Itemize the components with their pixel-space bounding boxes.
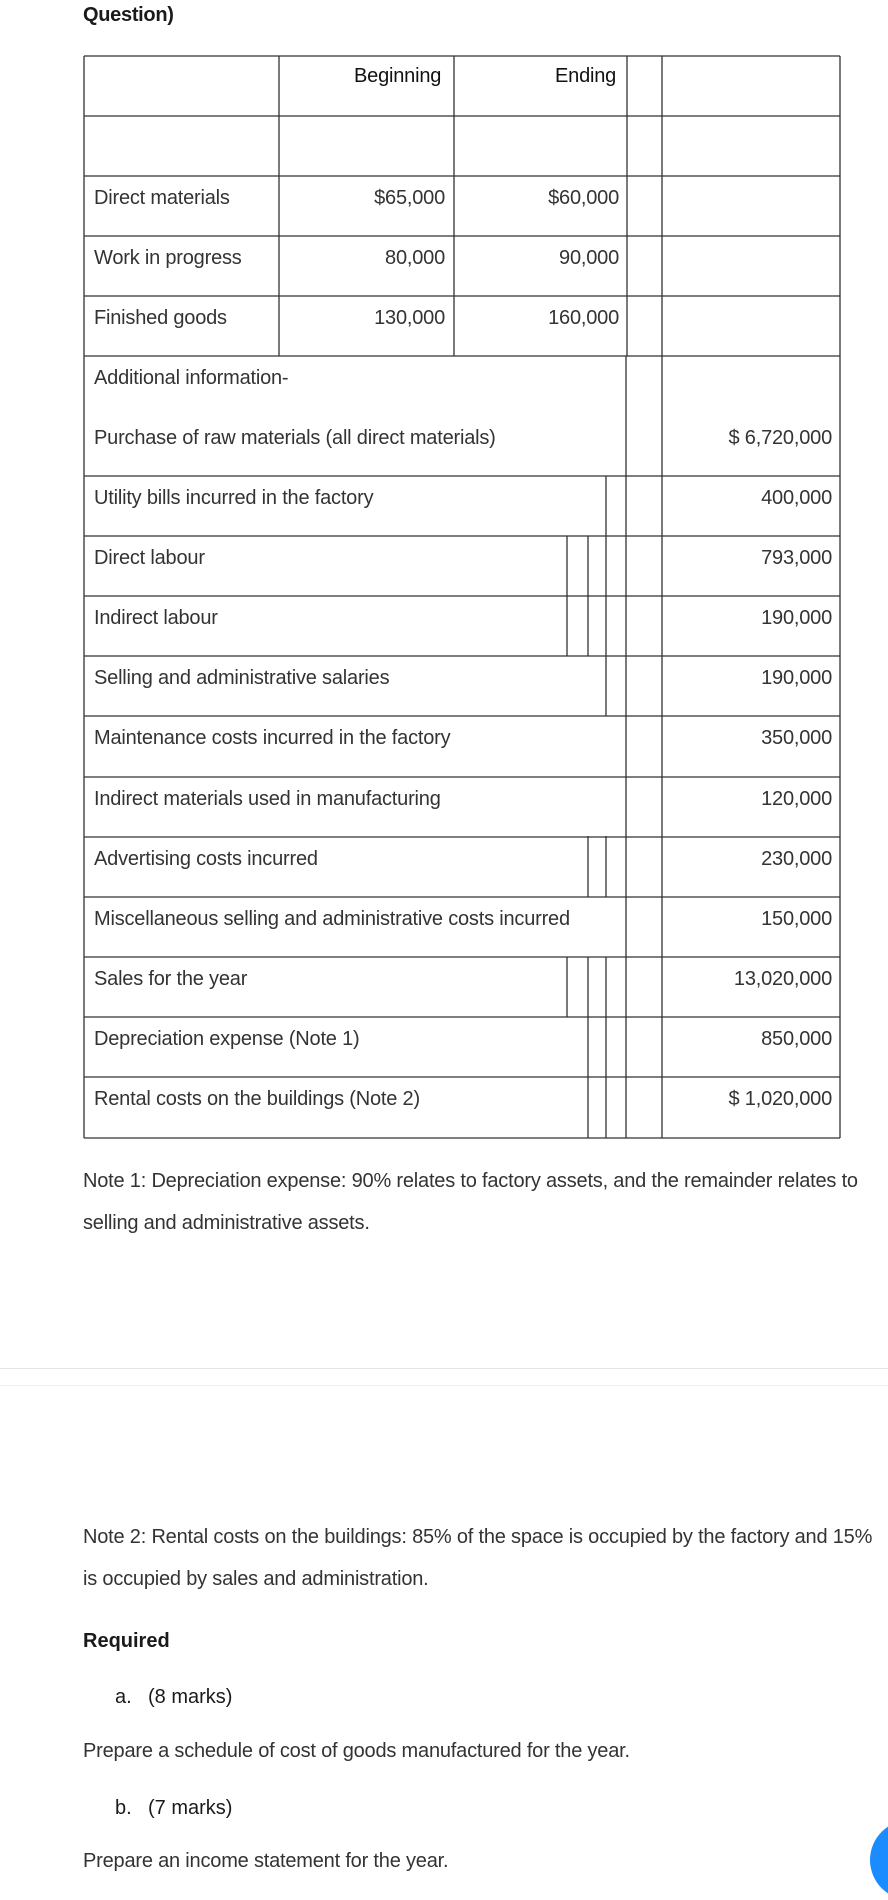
header-beginning: Beginning — [354, 65, 442, 87]
row-label-finished-goods: Finished goods — [94, 307, 227, 329]
info-label-purchase-raw-materials: Purchase of raw materials (all direct materials) — [94, 427, 496, 449]
additional-info-label: Additional information- — [94, 367, 289, 389]
note-1: Note 1: Depreciation expense: 90% relates to factory assets, and the remainder relates to selling and administrative assets. — [83, 1170, 858, 1234]
info-label-maintenance-costs: Maintenance costs incurred in the factory — [94, 727, 451, 749]
info-value-indirect-labour: 190,000 — [761, 607, 832, 629]
info-value-purchase-raw-materials: $ 6,720,000 — [728, 427, 832, 449]
row-beginning-finished-goods: 130,000 — [374, 307, 445, 329]
row-beginning-work-in-progress: 80,000 — [385, 247, 445, 269]
info-value-indirect-materials: 120,000 — [761, 788, 832, 810]
question-title: Question) — [83, 4, 174, 26]
info-label-selling-admin-salaries: Selling and administrative salaries — [94, 667, 390, 689]
info-label-rental-costs: Rental costs on the buildings (Note 2) — [94, 1088, 420, 1110]
row-ending-finished-goods: 160,000 — [548, 307, 619, 329]
part-b-text: Prepare an income statement for the year. — [83, 1850, 449, 1872]
info-label-depreciation: Depreciation expense (Note 1) — [94, 1028, 360, 1050]
part-a-letter: a. — [115, 1686, 132, 1708]
part-b-marks: (7 marks) — [148, 1797, 233, 1819]
info-value-rental-costs: $ 1,020,000 — [728, 1088, 832, 1110]
info-label-indirect-labour: Indirect labour — [94, 607, 218, 629]
info-value-direct-labour: 793,000 — [761, 547, 832, 569]
floating-action-button[interactable] — [870, 1820, 888, 1900]
info-value-advertising-costs: 230,000 — [761, 848, 832, 870]
info-value-utility-bills: 400,000 — [761, 487, 832, 509]
part-b-heading — [115, 1797, 232, 1820]
note-2: Note 2: Rental costs on the buildings: 85% of the space is occupied by the factory and 15% is occupied by sales and administration. — [83, 1526, 873, 1590]
info-label-misc-selling-admin: Miscellaneous selling and administrative costs incurred — [94, 908, 570, 930]
row-ending-work-in-progress: 90,000 — [559, 247, 619, 269]
section-divider — [0, 1368, 888, 1369]
info-value-misc-selling-admin: 150,000 — [761, 908, 832, 930]
part-a-heading — [115, 1686, 232, 1709]
required-heading: Required — [83, 1630, 170, 1652]
part-a-text: Prepare a schedule of cost of goods manufactured for the year. — [83, 1740, 630, 1762]
row-label-direct-materials: Direct materials — [94, 187, 230, 209]
info-label-advertising-costs: Advertising costs incurred — [94, 848, 318, 870]
info-value-selling-admin-salaries: 190,000 — [761, 667, 832, 689]
info-label-sales: Sales for the year — [94, 968, 248, 990]
info-value-depreciation: 850,000 — [761, 1028, 832, 1050]
part-a-marks: (8 marks) — [148, 1686, 233, 1708]
row-beginning-direct-materials: $65,000 — [374, 187, 445, 209]
part-b-letter: b. — [115, 1797, 132, 1819]
info-label-utility-bills: Utility bills incurred in the factory — [94, 487, 374, 509]
section-divider-shadow — [0, 1385, 888, 1386]
info-value-sales: 13,020,000 — [733, 968, 832, 990]
row-ending-direct-materials: $60,000 — [548, 187, 619, 209]
header-ending: Ending — [555, 65, 617, 87]
row-label-work-in-progress: Work in progress — [94, 247, 242, 269]
info-value-maintenance-costs: 350,000 — [761, 727, 832, 749]
info-label-direct-labour: Direct labour — [94, 547, 205, 569]
info-label-indirect-materials: Indirect materials used in manufacturing — [94, 788, 441, 810]
